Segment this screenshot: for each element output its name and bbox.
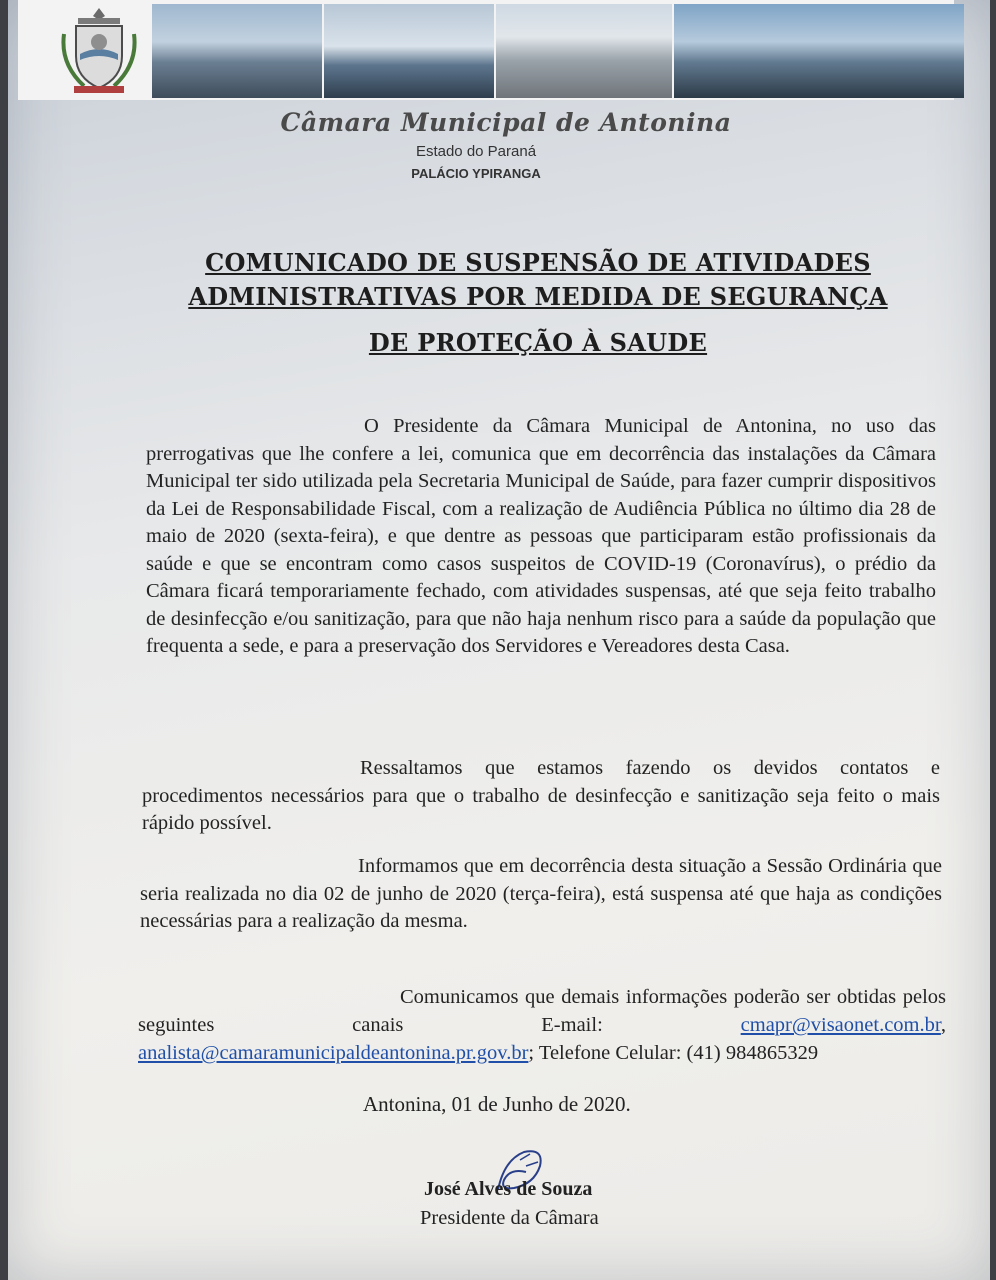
- paragraph-session-text: Informamos que em decorrência desta situação a Sessão Ordinária que seria realizada no dia 02 de junho de 2020 (terça-feira), está suspensa até que haja as condições necessárias para a realização da mesma.: [140, 855, 942, 932]
- contacts-intro-text: Comunicamos que demais informações poderão ser obtidas pelos seguintes canais E-mail:: [138, 986, 946, 1036]
- notice-title-line-1: COMUNICADO DE SUSPENSÃO DE ATIVIDADES: [205, 248, 871, 277]
- institution-name: Câmara Municipal de Antonina: [280, 108, 732, 137]
- notice-title-line-3: DE PROTEÇÃO À SAUDE: [368, 328, 708, 357]
- paragraph-session: [140, 853, 942, 936]
- signatory-role: Presidente da Câmara: [420, 1207, 599, 1229]
- document-paper: [8, 0, 990, 1280]
- phone-text: ; Telefone Celular: (41) 984865329: [528, 1042, 819, 1064]
- coat-of-arms-icon: [58, 4, 140, 96]
- email-link-analista[interactable]: analista@camaramunicipaldeantonina.pr.gov.br: [138, 1042, 529, 1064]
- date-line: Antonina, 01 de Junho de 2020.: [363, 1092, 631, 1116]
- paragraph-disinfection-text: Ressaltamos que estamos fazendo os devidos contatos e procedimentos necessários para que o trabalho de desinfecção e sanitização seja feito o mais rápido possível.: [142, 757, 940, 834]
- notice-title-line-2: ADMINISTRATIVAS POR MEDIDA DE SEGURANÇA: [188, 282, 888, 311]
- state-name: Estado do Paraná: [415, 143, 537, 160]
- paragraph-suspension-text: O Presidente da Câmara Municipal de Antonina, no uso das prerrogativas que lhe confere a lei, comunica que em decorrência das instalações da Câmara Municipal ter sido utilizada pela Secretaria Municipal de Saúde, para fazer cumprir dispositivos da Lei de Responsabilidade Fiscal, com a realização de Audiência Pública no último dia 28 de maio de 2020 (sexta-feira), e que dentre as pessoas que participaram estão profissionais da saúde e que se encontram como casos suspeitos de COVID-19 (Coronavírus), o prédio da Câmara ficará temporariamente fechado, com atividades suspensas, até que seja feito trabalho de desinfecção e/ou sanitização, para que não haja nenhum risco para a saúde da população que frequenta a sede, e para a preservação dos Servidores e Vereadores desta Casa.: [146, 415, 936, 657]
- signatory-name: José Alves de Souza: [424, 1178, 593, 1200]
- harbor-photo-1: [152, 4, 322, 98]
- bay-photo: [324, 4, 494, 98]
- comma-separator: ,: [940, 1014, 946, 1036]
- coast-photo: [674, 4, 964, 98]
- letterhead-banner: [18, 0, 954, 100]
- palace-name: PALÁCIO YPIRANGA: [411, 166, 541, 181]
- email-link-cmapr[interactable]: cmapr@visaonet.com.br: [740, 1014, 941, 1036]
- paragraph-disinfection: [142, 755, 940, 838]
- promenade-photo: [496, 4, 672, 98]
- paragraph-contacts: [138, 983, 946, 1067]
- paragraph-suspension: [146, 413, 936, 661]
